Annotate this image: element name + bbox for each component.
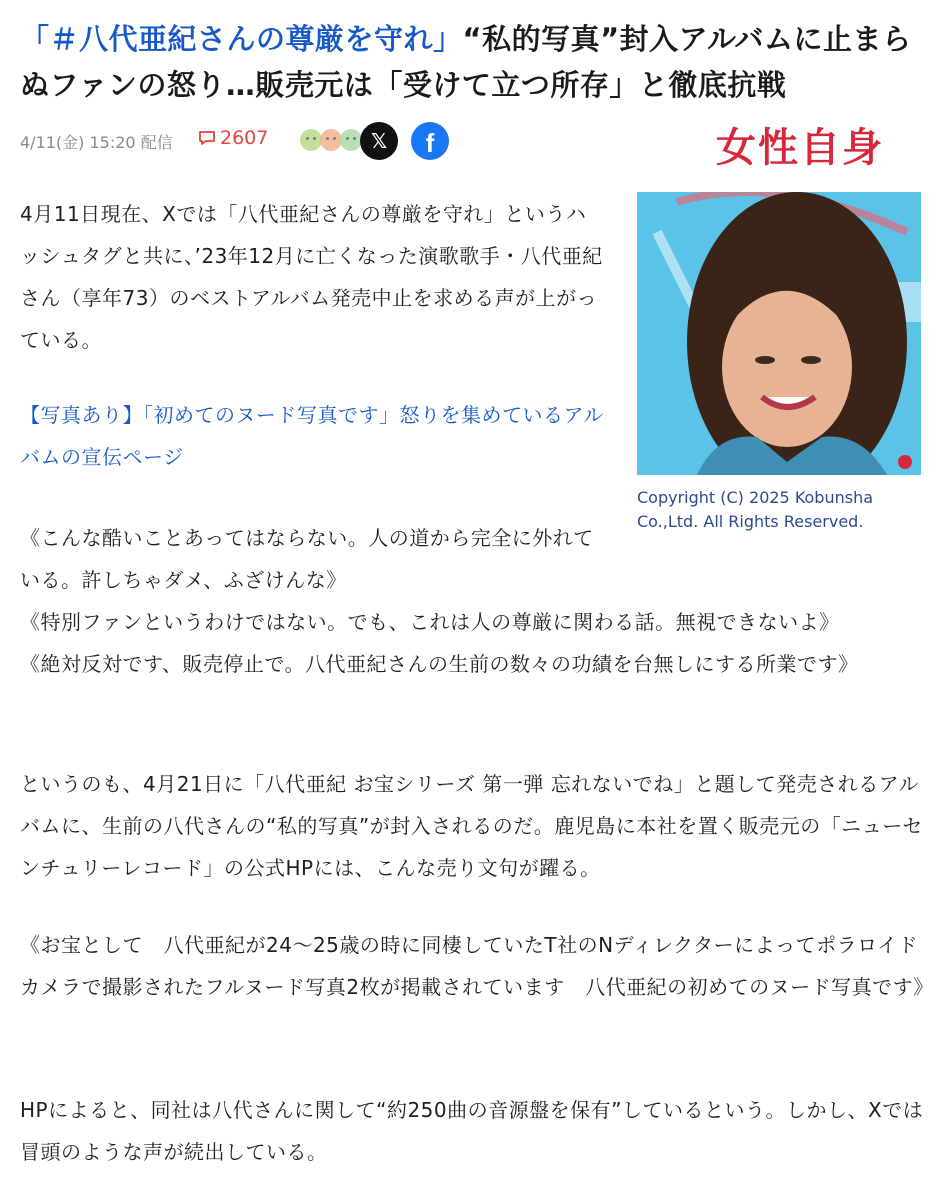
hashtag-link[interactable]: 「＃八代亜紀さんの尊厳を守れ」 xyxy=(20,22,463,56)
comments-link[interactable] xyxy=(198,127,268,149)
related-photo-link[interactable]: 【写真あり】「初めてのヌード写真です」怒りを集めているアルバムの宣伝ページ xyxy=(20,403,604,469)
publish-timestamp: 4/11(金) 15:20 配信 xyxy=(20,133,173,152)
photo-caption: Copyright (C) 2025 Kobunsha Co.,Ltd. All Rights Reserved. xyxy=(637,488,874,531)
comment-bubble-icon xyxy=(198,129,216,147)
article-headline xyxy=(20,16,925,108)
reaction-faces[interactable] xyxy=(300,129,360,151)
sales-copy-quote: 《お宝として 八代亜紀が24〜25歳の時に同棲していたT社のNディレクターによってポラロイドカメラで撮影されたフルヌード写真2枚が掲載されています 八代亜紀の初めてのヌード写真です》 xyxy=(20,933,934,999)
article-paragraph: 4月11日現在、Xでは「八代亜紀さんの尊厳を守れ」というハッシュタグと共に、’23年12月に亡くなった演歌歌手・八代亜紀さん（享年73）のベストアルバム発売中止を求める声が上がっている。 xyxy=(20,202,603,352)
comment-count: 2607 xyxy=(220,127,269,149)
fan-quote: 《絶対反対です、販売停止で。八代亜紀さんの生前の数々の功績を台無しにする所業です》 xyxy=(20,652,859,676)
x-logo-icon: 𝕏 xyxy=(370,129,388,153)
article-photo[interactable] xyxy=(637,192,921,475)
headline-text: “私的写真”封入アルバムに止まらぬファンの怒り…販売元は「受けて立つ所存」と徹底抗戦 xyxy=(20,22,912,102)
article-paragraph: というのも、4月21日に「八代亜紀 お宝シリーズ 第一弾 忘れないでね」と題して発売されるアルバムに、生前の八代さんの“私的写真”が封入されるのだ。鹿児島に本社を置く販売元の「ニューセンチュリーレコード」の公式HPには、こんな売り文句が躍る。 xyxy=(20,772,923,880)
reaction-face-icon xyxy=(300,129,322,151)
share-facebook-button[interactable] xyxy=(411,122,449,160)
fan-quote: 《特別ファンというわけではない。でも、これは人の尊厳に関わる話。無視できないよ》 xyxy=(20,610,840,634)
reaction-face-icon xyxy=(340,129,362,151)
publisher-logo[interactable]: 女性自身 xyxy=(716,124,884,171)
facebook-logo-icon: f xyxy=(425,128,435,158)
article-paragraph: HPによると、同社は八代さんに関して“約250曲の音源盤を保有”しているという。しかし、Xでは冒頭のような声が続出している。 xyxy=(20,1098,924,1164)
share-x-button[interactable] xyxy=(360,122,398,160)
reaction-face-icon xyxy=(320,129,342,151)
fan-quote: 《こんな酷いことあってはならない。人の道から完全に外れている。許しちゃダメ、ふざけんな》 xyxy=(20,526,594,592)
